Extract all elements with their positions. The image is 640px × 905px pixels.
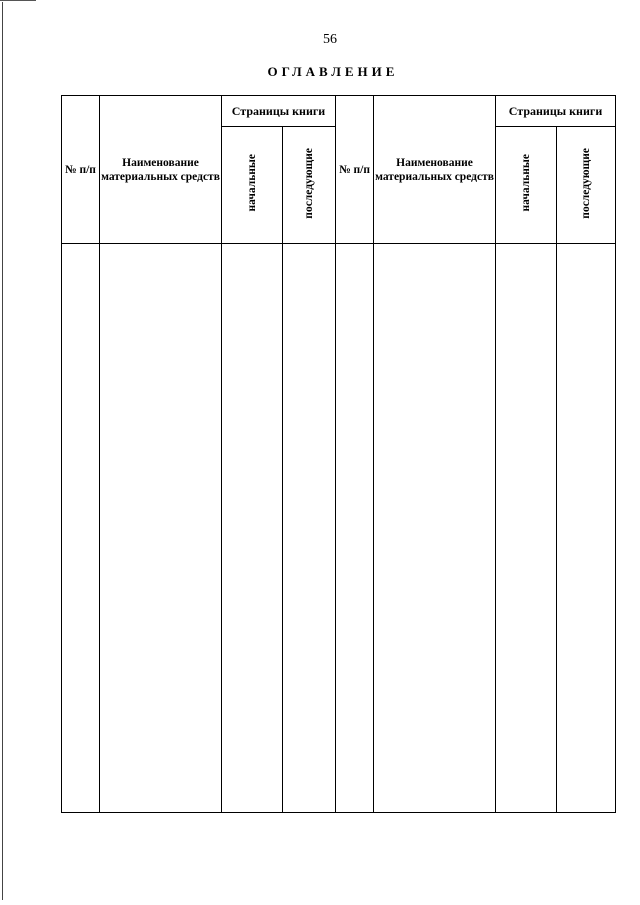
contents-table: [61, 95, 616, 813]
left-start-pages-header: начальные: [222, 127, 283, 244]
scan-corner-mark: [0, 0, 36, 1]
right-next-pages-header: последующие: [557, 127, 616, 244]
left-name-header: Наименование материальных средств: [100, 96, 222, 244]
right-start-pages-header: начальные: [496, 127, 557, 244]
right-number-cell: [336, 244, 374, 813]
table-body-row: [62, 244, 616, 813]
scan-edge-line: [2, 2, 3, 900]
document-title: ОГЛАВЛЕНИЕ: [267, 64, 399, 79]
left-pages-header: Страницы книги: [222, 96, 336, 127]
left-number-header: № п/п: [62, 96, 100, 244]
right-name-header: Наименование материальных средств: [374, 96, 496, 244]
page-number: 56: [323, 32, 337, 47]
right-name-cell: [374, 244, 496, 813]
left-next-pages-header: последующие: [283, 127, 336, 244]
left-next-page-cell: [283, 244, 336, 813]
right-start-page-cell: [496, 244, 557, 813]
left-name-cell: [100, 244, 222, 813]
left-number-cell: [62, 244, 100, 813]
left-start-page-cell: [222, 244, 283, 813]
right-number-header: № п/п: [336, 96, 374, 244]
right-next-page-cell: [557, 244, 616, 813]
right-pages-header: Страницы книги: [496, 96, 616, 127]
